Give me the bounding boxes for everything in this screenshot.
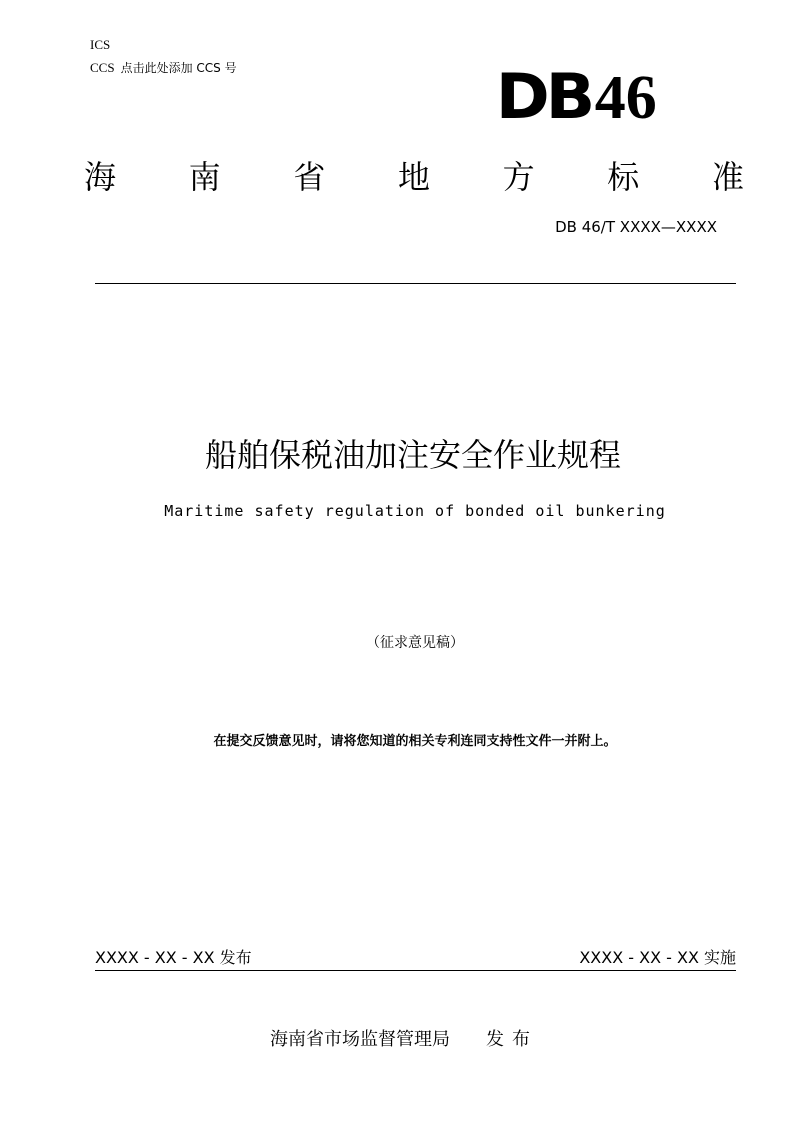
draft-label: （征求意见稿） xyxy=(366,636,464,651)
heading-char: 准 xyxy=(711,158,744,196)
logo-number: 46 xyxy=(594,64,657,132)
top-divider xyxy=(95,283,736,284)
heading-char: 省 xyxy=(293,158,326,196)
heading-char: 海 xyxy=(84,158,117,196)
title-chinese: 船舶保税油加注安全作业规程 xyxy=(204,436,621,474)
heading-char: 南 xyxy=(188,158,221,196)
logo-db: DB xyxy=(495,60,592,133)
standard-number: DB 46/T XXXX—XXXX xyxy=(555,218,717,236)
patent-note: 在提交反馈意见时，请将您知道的相关专利连同支持性文件一并附上。 xyxy=(213,734,617,749)
implementation-date: XXXX - XX - XX 实施 xyxy=(579,948,736,967)
heading-char: 方 xyxy=(502,158,535,196)
title-english: Maritime safety regulation of bonded oil bunkering xyxy=(164,502,666,520)
db46-logo xyxy=(495,60,657,133)
ccs-label: CCS xyxy=(90,60,115,75)
ccs-line xyxy=(90,59,237,76)
heading-char: 地 xyxy=(397,158,430,196)
heading-char: 标 xyxy=(607,158,640,196)
publish-label: 发布 xyxy=(486,1029,538,1050)
ics-label: ICS xyxy=(90,37,111,52)
publisher-line xyxy=(270,1025,538,1051)
publisher: 海南省市场监督管理局 xyxy=(270,1029,450,1050)
standard-type-heading xyxy=(84,152,744,198)
ccs-placeholder[interactable]: 点击此处添加 CCS 号 xyxy=(120,61,237,75)
bottom-divider xyxy=(95,970,736,971)
issue-date: XXXX - XX - XX 发布 xyxy=(95,948,252,967)
